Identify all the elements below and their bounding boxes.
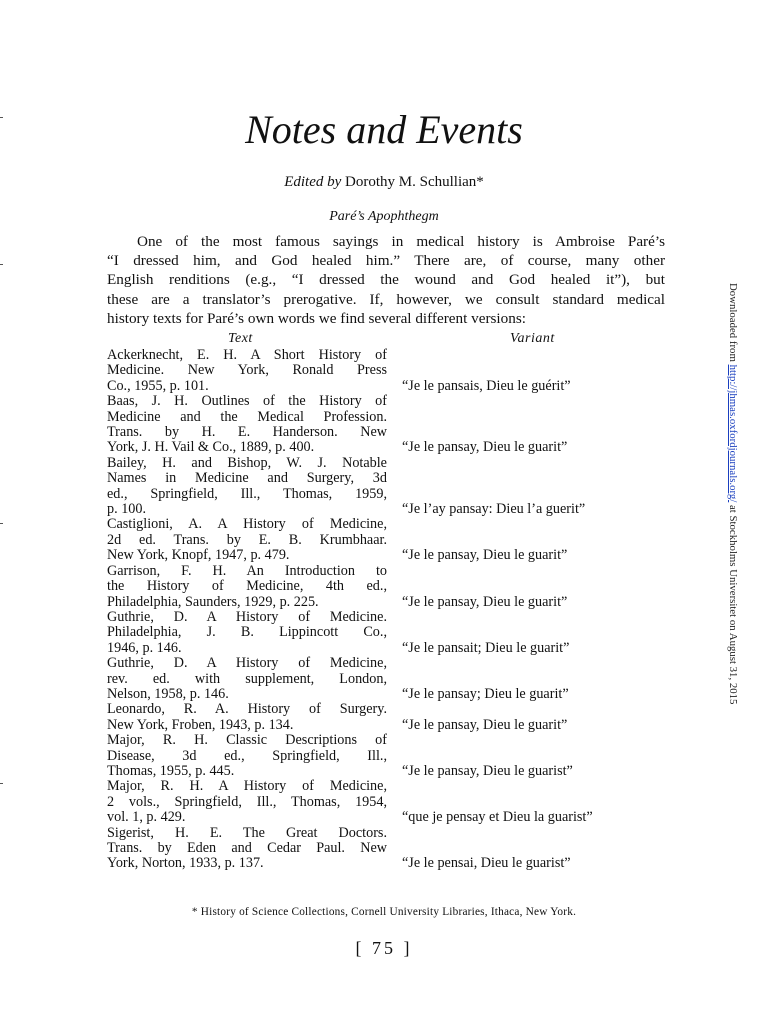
citation-line: Trans. by H. E. Handerson. New: [107, 424, 387, 441]
journal-link[interactable]: http://jhmas.oxfordjournals.org/: [727, 364, 739, 503]
reference-citation: [107, 348, 387, 394]
citation-line: Philadelphia, Saunders, 1929, p. 225.: [107, 593, 319, 610]
download-suffix: at Stockholms Universitet on August 31, 2015: [727, 502, 739, 705]
reference-entry: [107, 394, 667, 456]
citation-line: 1946, p. 146.: [107, 639, 182, 656]
reference-entry: [107, 564, 667, 610]
reference-citation: [107, 610, 387, 656]
citation-line: Disease, 3d ed., Springfield, Ill.,: [107, 747, 387, 764]
citation-line: Ackerknecht, E. H. A Short History of: [107, 347, 387, 363]
reference-entry: [107, 348, 667, 394]
citation-line: Leonardo, R. A. History of Surgery.: [107, 701, 387, 718]
citation-line: Garrison, F. H. An Introduction to: [107, 562, 387, 579]
citation-line: Names in Medicine and Surgery, 3d: [107, 470, 387, 487]
reference-citation: [107, 394, 387, 456]
reference-entry: [107, 826, 667, 872]
citation-line: Castiglioni, A. A History of Medicine,: [107, 516, 387, 533]
intro-line: “I dressed him, and God healed him.” There are, of course, many other: [107, 252, 665, 270]
reference-citation: [107, 656, 387, 702]
reference-citation: [107, 456, 387, 518]
citation-line: Co., 1955, p. 101.: [107, 377, 209, 394]
citation-line: the History of Medicine, 4th ed.,: [107, 578, 387, 595]
citation-line: 2 vols., Springfield, Ill., Thomas, 1954,: [107, 793, 387, 810]
section-title: Paré’s Apophthegm: [329, 209, 439, 224]
intro-line: history texts for Paré’s own words we find several different versions:: [107, 309, 526, 327]
citation-line: Baas, J. H. Outlines of the History of: [107, 393, 387, 410]
edge-mark: [0, 264, 3, 265]
citation-line: Medicine. New York, Ronald Press: [107, 362, 387, 379]
editor-prefix: Edited by: [284, 174, 342, 190]
edge-mark: [0, 783, 3, 784]
citation-line: New York, Froben, 1943, p. 134.: [107, 716, 294, 733]
reference-citation: [107, 733, 387, 779]
reference-variant: “Je le pansais, Dieu le guérit”: [402, 377, 571, 394]
reference-citation: [107, 779, 387, 825]
reference-variant: “Je le pansay, Dieu le guarit”: [402, 716, 568, 733]
page-title: Notes and Events: [245, 107, 523, 152]
intro-line: English renditions (e.g., “I dressed the wound and God healed it”), but: [107, 271, 665, 289]
reference-variant: “Je le pansay, Dieu le guarit”: [402, 593, 568, 610]
reference-variant: “Je l’ay pansay: Dieu l’a guerit”: [402, 501, 586, 518]
reference-citation: [107, 564, 387, 610]
reference-variant: “Je le pansait; Dieu le guarit”: [402, 639, 570, 656]
citation-line: Guthrie, D. A History of Medicine,: [107, 655, 387, 672]
editor-name: Dorothy M. Schullian*: [345, 174, 484, 190]
download-note: [727, 283, 739, 704]
column-header-variant: Variant: [510, 331, 555, 346]
citation-line: rev. ed. with supplement, London,: [107, 670, 387, 687]
citation-line: York, Norton, 1933, p. 137.: [107, 855, 264, 872]
reference-variant: “Je le pensai, Dieu le guarist”: [402, 855, 571, 872]
citation-line: Guthrie, D. A History of Medicine.: [107, 608, 387, 625]
reference-entry: [107, 517, 667, 563]
reference-citation: [107, 517, 387, 563]
citation-line: Sigerist, H. E. The Great Doctors.: [107, 824, 387, 841]
reference-variant: “que je pensay et Dieu la guarist”: [402, 809, 593, 826]
citation-line: Bailey, H. and Bishop, W. J. Notable: [107, 454, 387, 471]
column-header-text: Text: [228, 331, 253, 346]
citation-line: New York, Knopf, 1947, p. 479.: [107, 547, 290, 564]
citation-line: ed., Springfield, Ill., Thomas, 1959,: [107, 485, 387, 502]
citation-line: Philadelphia, J. B. Lippincott Co.,: [107, 624, 387, 641]
citation-line: Medicine and the Medical Profession.: [107, 408, 387, 425]
reference-entry: [107, 702, 667, 733]
reference-entry: [107, 656, 667, 702]
citation-line: Major, R. H. Classic Descriptions of: [107, 732, 387, 749]
intro-paragraph: [107, 232, 665, 328]
editor-credit: [0, 174, 768, 191]
reference-citation: [107, 826, 387, 872]
download-prefix: Downloaded from: [727, 283, 739, 365]
citation-line: 2d ed. Trans. by E. B. Krumbhaar.: [107, 531, 387, 548]
footnote: * History of Science Collections, Cornell University Libraries, Ithaca, New York.: [191, 906, 577, 918]
page-number: [ 75 ]: [355, 938, 413, 958]
citation-line: Major, R. H. A History of Medicine,: [107, 778, 387, 795]
reference-entry: [107, 779, 667, 825]
citation-line: p. 100.: [107, 501, 147, 518]
intro-line: One of the most famous sayings in medical history is Ambroise Paré’s: [137, 233, 665, 250]
citation-line: Nelson, 1958, p. 146.: [107, 685, 229, 702]
reference-entry: [107, 456, 667, 518]
reference-variant: “Je le pansay, Dieu le guarist”: [402, 762, 573, 779]
reference-variant: “Je le pansay, Dieu le guarit”: [402, 547, 568, 564]
citation-line: Trans. by Eden and Cedar Paul. New: [107, 840, 387, 856]
citation-line: York, J. H. Vail & Co., 1889, p. 400.: [107, 439, 315, 456]
reference-citation: [107, 702, 387, 733]
edge-mark: [0, 523, 3, 524]
reference-entry: [107, 733, 667, 779]
reference-variant: “Je le pansay, Dieu le guarit”: [402, 439, 568, 456]
reference-variant: “Je le pansay; Dieu le guarit”: [402, 685, 569, 702]
reference-list: [107, 348, 667, 872]
citation-line: Thomas, 1955, p. 445.: [107, 762, 235, 779]
reference-entry: [107, 610, 667, 656]
citation-line: vol. 1, p. 429.: [107, 809, 186, 826]
intro-line: these are a translator’s prerogative. If, however, we consult standard medical: [107, 290, 665, 308]
